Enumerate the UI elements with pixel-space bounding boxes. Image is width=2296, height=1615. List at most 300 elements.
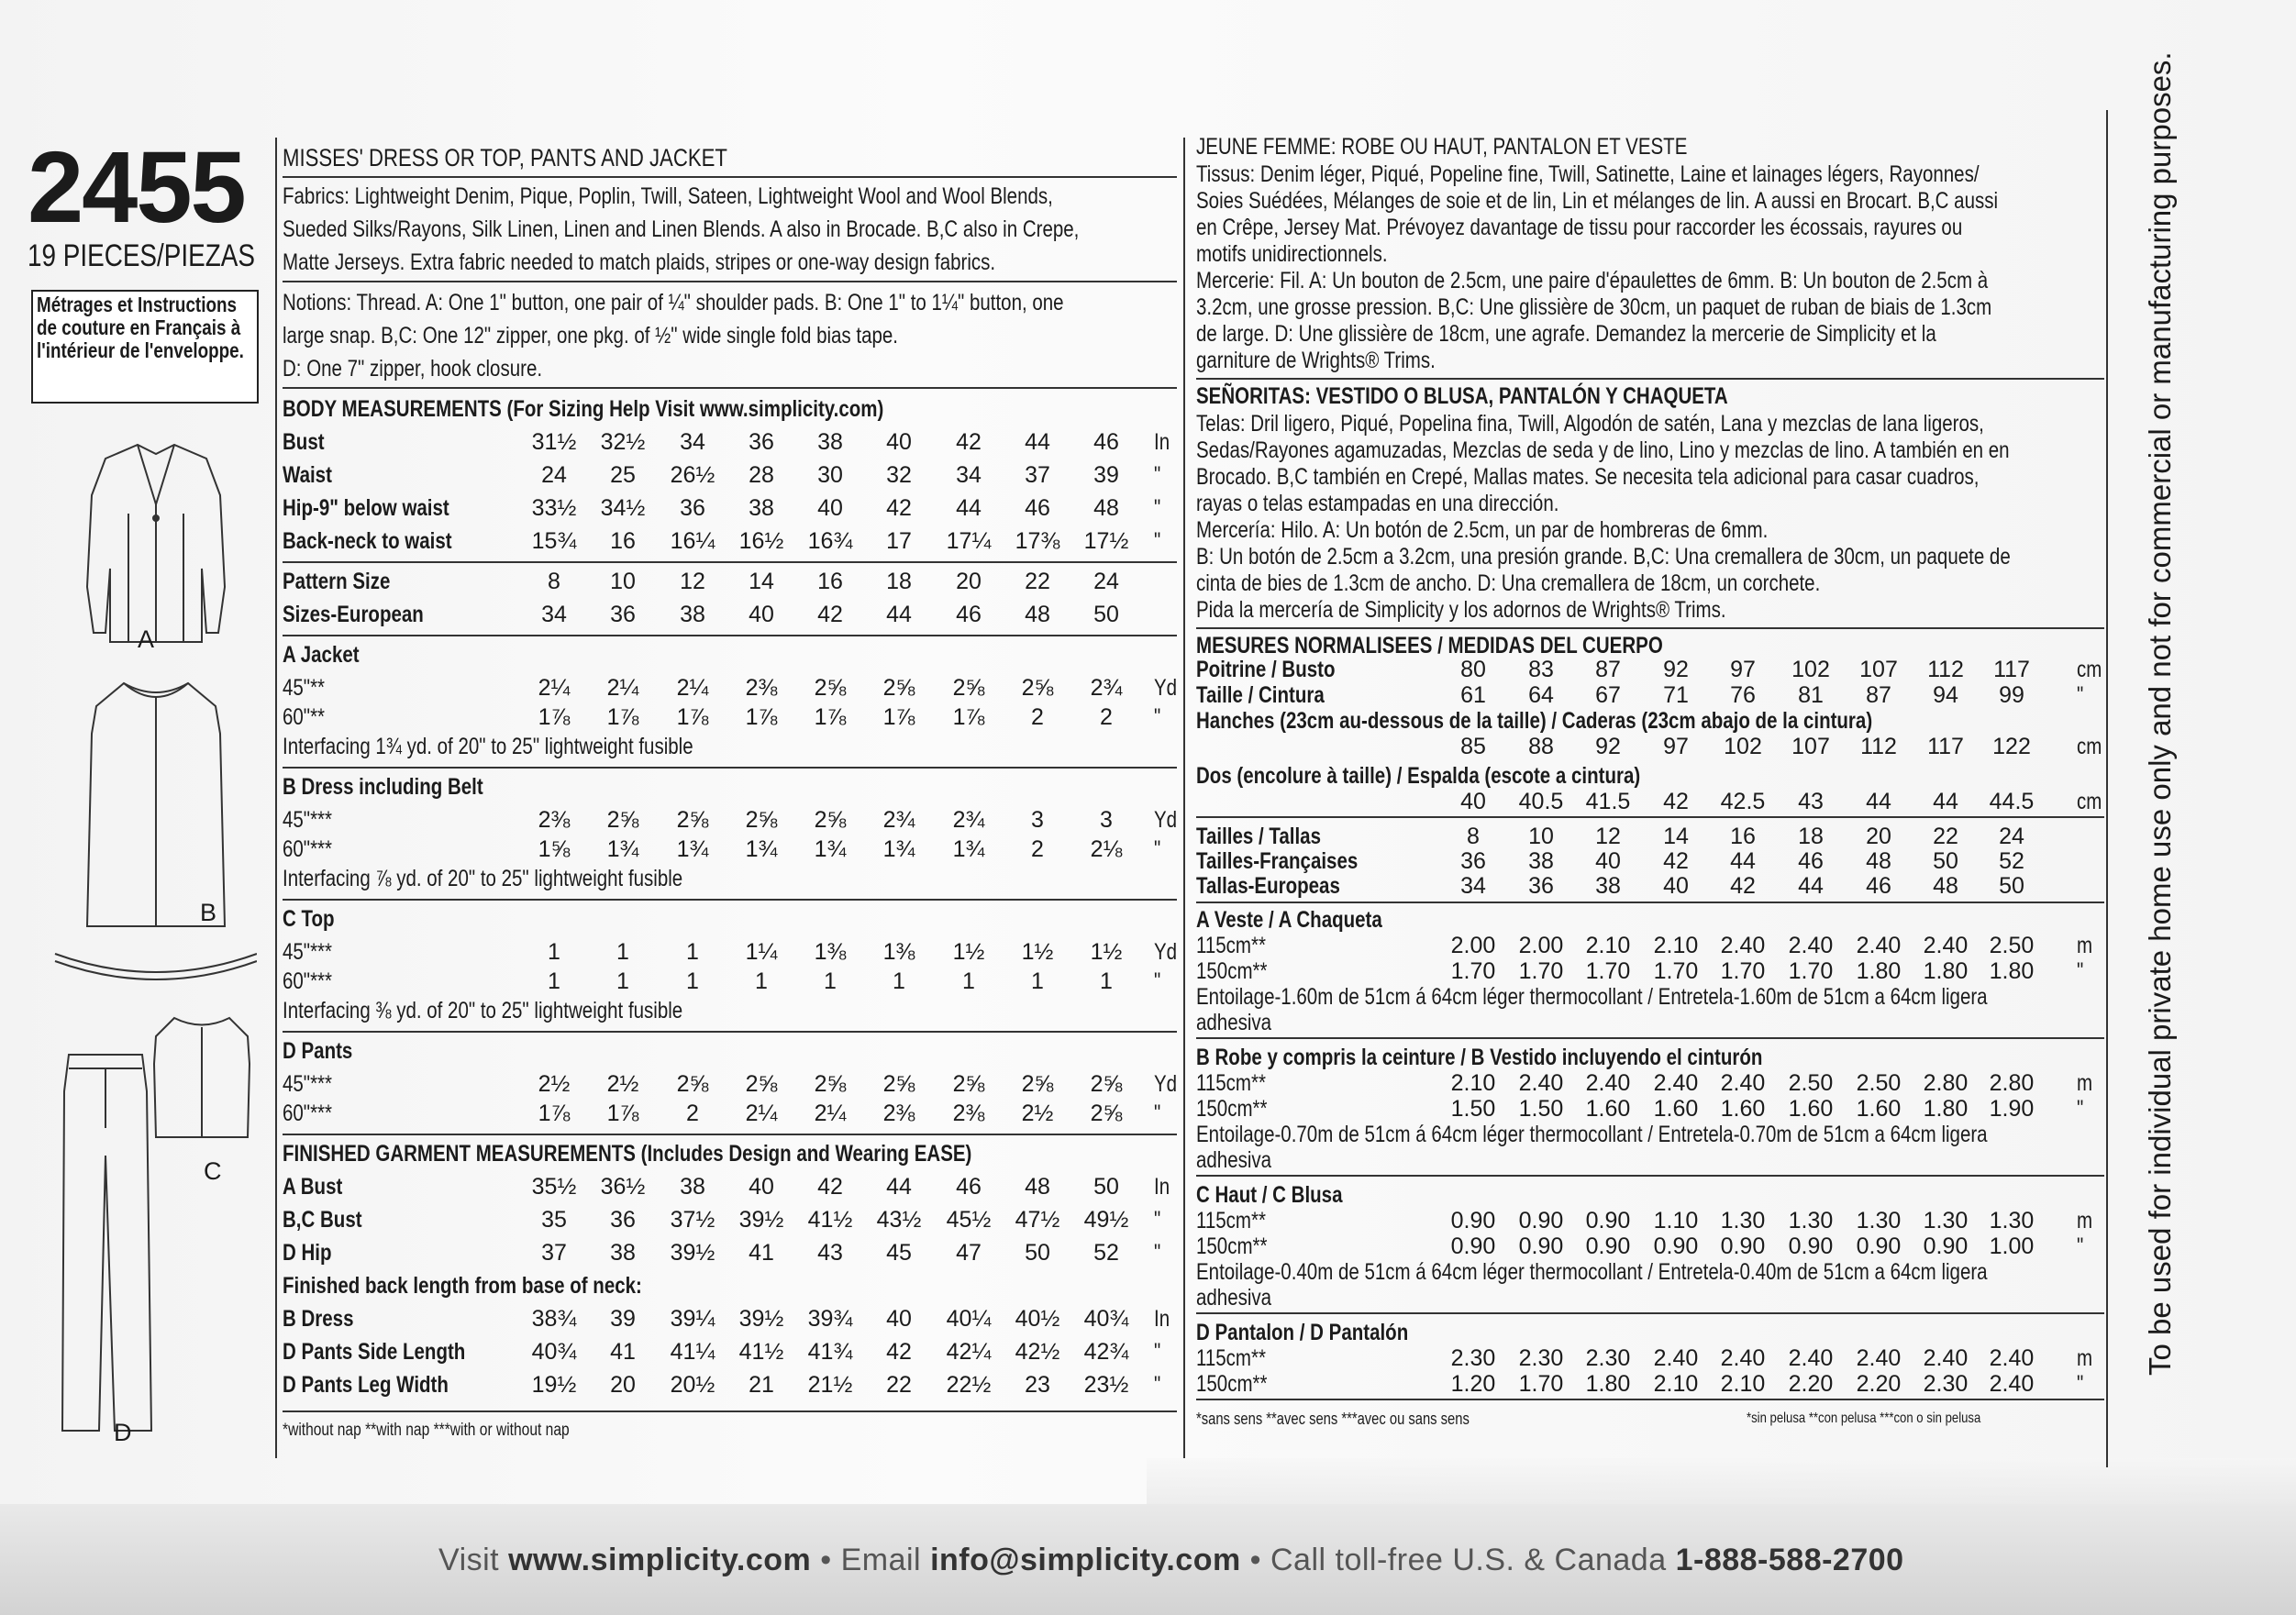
yardage-row-value: 2	[1031, 704, 1044, 730]
tissus-line: en Crêpe, Jersey Mat. Prévoyez davantage de tissu pour raccorder les écossais, rayures ou	[1196, 215, 1963, 240]
metric-body-row-value: 87	[1866, 682, 1891, 708]
metric-body-row-value: 92	[1663, 657, 1689, 682]
section-rule	[283, 1134, 1177, 1135]
body-row-value: 36	[749, 429, 774, 455]
metric-size-row-value: 10	[1528, 824, 1554, 849]
back-length-row-value: 40¾	[1083, 1306, 1129, 1332]
body-row-value: 34	[680, 429, 705, 455]
yardage-row-value: 2⅜	[745, 675, 778, 701]
back-length-row-value: 40¾	[531, 1339, 577, 1365]
metric-yardage-row-value: 2.20	[1856, 1371, 1902, 1397]
finished-row-label: A Bust	[283, 1174, 343, 1200]
back-length-row-value: 42	[886, 1339, 912, 1365]
interfacing-note: Interfacing ⅜ yd. of 20" to 25" lightweight fusible	[283, 998, 683, 1023]
mercerie-line: garniture de Wrights® Trims.	[1196, 348, 1436, 373]
view-label-c: C	[204, 1157, 222, 1185]
metric-yardage-row-value: 1.80	[1923, 1096, 1969, 1122]
view-yardage-title: A Jacket	[283, 642, 360, 668]
body-row-value: 34	[956, 462, 982, 488]
metric-yardage-row-unit: m	[2077, 1070, 2093, 1096]
section-rule	[1196, 1037, 2104, 1039]
section-rule	[1196, 816, 2104, 818]
metric-yardage-row-value: 1.70	[1450, 958, 1496, 984]
yardage-row-value: 2½	[606, 1071, 639, 1097]
body-row-value: 42	[886, 495, 912, 521]
yardage-row-value: 2⅝	[1090, 1101, 1123, 1126]
metric-body-row-value: 107	[1859, 657, 1898, 682]
size-row-value: 36	[610, 602, 636, 627]
metric-yardage-row-value: 2.10	[1585, 933, 1631, 958]
metric-size-row-value: 16	[1730, 824, 1756, 849]
dress-sketch	[87, 683, 225, 926]
metric-size-row-value: 14	[1663, 824, 1689, 849]
metric-body-row-value: 80	[1460, 657, 1486, 682]
section-rule	[1196, 1175, 2104, 1177]
back-length-row-unit: In	[1154, 1306, 1170, 1332]
metric-body-row-value: 76	[1730, 682, 1756, 708]
yardage-row-value: 1¾	[676, 836, 709, 862]
body-row-unit: "	[1154, 462, 1161, 488]
yardage-row-label: 45"***	[283, 939, 333, 965]
tissus-line: Tissus: Denim léger, Piqué, Popeline fine, Twill, Satinette, Laine et lainages légers, Rayonnes/	[1196, 161, 1980, 187]
size-row-value: 20	[956, 569, 982, 594]
yardage-row-value: 1¼	[745, 939, 778, 965]
yardage-row-value: 1⅞	[606, 704, 639, 730]
back-length-row-value: 39	[610, 1306, 636, 1332]
finished-row-value: 38	[610, 1240, 636, 1266]
finished-row-value: 37	[541, 1240, 567, 1266]
size-row-value: 18	[886, 569, 912, 594]
metric-yardage-row-value: 2.40	[1856, 933, 1902, 958]
metric-title: MESURES NORMALISEES / MEDIDAS DEL CUERPO	[1196, 633, 1663, 658]
telas-line: Sedas/Rayones agamuzadas, Mezclas de seda y de lino, Lino y mezclas de lino. A también en en	[1196, 437, 2010, 463]
size-row-value: 24	[1093, 569, 1119, 594]
merceria-line: Pida la mercería de Simplicity y los adornos de Wrights® Trims.	[1196, 597, 1726, 623]
size-row-value: 38	[680, 602, 705, 627]
metric-yardage-row-value: 2.30	[1450, 1345, 1496, 1371]
yardage-row-unit: Yd	[1154, 807, 1178, 833]
yardage-row-value: 1	[1100, 968, 1113, 994]
nap-footnote: *without nap **with nap ***with or without nap	[283, 1421, 570, 1440]
body-row-label: Back-neck to waist	[283, 528, 452, 554]
yardage-row-label: 60"***	[283, 968, 333, 994]
back-row-value: 44	[1933, 789, 1958, 814]
size-row-value: 48	[1025, 602, 1050, 627]
metric-yardage-row-value: 2.50	[1856, 1070, 1902, 1096]
metric-yardage-row-label: 150cm**	[1196, 1233, 1268, 1259]
size-row-value: 40	[749, 602, 774, 627]
metric-footnote: *sans sens **avec sens ***avec ou sans sens	[1196, 1410, 1470, 1428]
hip-row-value: 88	[1528, 734, 1554, 759]
metric-yardage-row-label: 115cm**	[1196, 933, 1266, 958]
pattern-number: 2455	[28, 131, 245, 244]
body-row-value: 36	[680, 495, 705, 521]
metric-yardage-row-label: 150cm**	[1196, 1096, 1268, 1122]
metric-yardage-row-value: 2.30	[1923, 1371, 1969, 1397]
back-row-value: 43	[1798, 789, 1824, 814]
size-row-value: 42	[817, 602, 843, 627]
yardage-row-value: 1¾	[745, 836, 778, 862]
metric-size-row-value: 46	[1866, 873, 1891, 899]
back-length-row-value: 40¼	[946, 1306, 992, 1332]
metric-yardage-row-value: 1.80	[1856, 958, 1902, 984]
metric-yardage-row-unit: "	[2077, 958, 2084, 984]
garment-sketches	[37, 431, 257, 1458]
body-row-value: 17¼	[946, 528, 992, 554]
tissus-line: Soies Suédées, Mélanges de soie et de lin, Lin et mélanges de lin. A aussi en Brocart. B,C aussi	[1196, 188, 1999, 214]
finished-row-value: 43	[817, 1240, 843, 1266]
finished-row-value: 52	[1093, 1240, 1119, 1266]
metric-yardage-row-value: 0.90	[1856, 1233, 1902, 1259]
section-rule	[1196, 627, 2104, 629]
back-length-row-value: 23	[1025, 1372, 1050, 1398]
back-length-row-value: 39¾	[807, 1306, 853, 1332]
yardage-row-value: 1	[686, 939, 699, 965]
metric-yardage-row-label: 115cm**	[1196, 1070, 1266, 1096]
yardage-row-value: 2	[686, 1101, 699, 1126]
yardage-row-value: 1⅞	[538, 1101, 571, 1126]
body-row-value: 46	[1093, 429, 1119, 455]
yardage-row-value: 2	[1031, 836, 1044, 862]
metric-yardage-row-value: 0.90	[1653, 1233, 1699, 1259]
back-length-row-value: 41	[610, 1339, 636, 1365]
back-length-row-value: 39½	[738, 1306, 784, 1332]
metric-size-row-value: 44	[1730, 848, 1756, 874]
finished-row-value: 39½	[738, 1207, 784, 1233]
yardage-row-value: 1¾	[882, 836, 915, 862]
finished-row-value: 45½	[946, 1207, 992, 1233]
metric-yardage-row-value: 2.40	[1923, 1345, 1969, 1371]
metric-size-row-value: 42	[1730, 873, 1756, 899]
mercerie-line: Mercerie: Fil. A: Un bouton de 2.5cm, une paire d'épaulettes de 6mm. B: Un bouton de 2.5cm à	[1196, 268, 1989, 293]
metric-yardage-row-value: 2.40	[1518, 1070, 1564, 1096]
metric-yardage-row-value: 2.30	[1518, 1345, 1564, 1371]
body-row-value: 15¾	[531, 528, 577, 554]
pants-sketch	[62, 1055, 151, 1431]
metric-body-row-value: 67	[1595, 682, 1621, 708]
body-row-value: 34½	[600, 495, 646, 521]
metric-yardage-row-value: 1.70	[1585, 958, 1631, 984]
yardage-row-value: 2¾	[952, 807, 985, 833]
body-row-value: 16	[610, 528, 636, 554]
back-title: Dos (encolure à taille) / Espalda (escote a cintura)	[1196, 763, 1641, 789]
metric-size-row-value: 18	[1798, 824, 1824, 849]
yardage-row-label: 45"***	[283, 1071, 333, 1097]
yardage-row-value: 1⅜	[814, 939, 847, 965]
body-row-label: Hip-9" below waist	[283, 495, 449, 521]
size-row-value: 12	[680, 569, 705, 594]
body-row-value: 28	[749, 462, 774, 488]
view-yardage-title: D Pants	[283, 1038, 353, 1064]
metric-yardage-row-value: 2.40	[1720, 933, 1766, 958]
fabrics-line: Sueded Silks/Rayons, Silk Linen, Linen and Linen Blends. A also in Brocade. B,C also in Crepe,	[283, 216, 1080, 242]
back-row-value: 42	[1663, 789, 1689, 814]
telas-line: Telas: Dril ligero, Piqué, Popelina fina, Twill, Algodón de satén, Lana y mezclas de lana ligeros,	[1196, 411, 1984, 437]
metric-yardage-row-value: 1.70	[1653, 958, 1699, 984]
fabrics-line: Fabrics: Lightweight Denim, Pique, Poplin, Twill, Sateen, Lightweight Wool and Wool Blends,	[283, 183, 1053, 209]
yardage-row-value: 1½	[952, 939, 985, 965]
metric-body-row-label: Taille / Cintura	[1196, 682, 1325, 708]
metric-yardage-row-value: 1.60	[1856, 1096, 1902, 1122]
back-length-row-value: 42¾	[1083, 1339, 1129, 1365]
belt-sketch	[55, 954, 257, 979]
metric-yardage-row-value: 2.10	[1653, 933, 1699, 958]
section-rule	[1196, 1312, 2104, 1314]
view-yardage-title: C Top	[283, 906, 335, 932]
metric-yardage-row-value: 0.90	[1788, 1233, 1834, 1259]
back-length-row-value: 41¾	[807, 1339, 853, 1365]
metric-yardage-row-value: 1.80	[1585, 1371, 1631, 1397]
pieces-count: 19 PIECES/PIEZAS	[28, 238, 255, 273]
metric-size-row-value: 20	[1866, 824, 1891, 849]
size-row-label: Pattern Size	[283, 569, 391, 594]
metric-yardage-row-value: 1.60	[1585, 1096, 1631, 1122]
body-row-value: 17	[886, 528, 912, 554]
metric-body-row-unit: "	[2077, 682, 2084, 708]
metric-size-row-value: 48	[1866, 848, 1891, 874]
yardage-row-value: 1⅞	[882, 704, 915, 730]
metric-view-title: C Haut / C Blusa	[1196, 1182, 1343, 1208]
yardage-row-value: 1	[962, 968, 975, 994]
metric-size-row-value: 36	[1528, 873, 1554, 899]
yardage-row-value: 1⅝	[538, 836, 571, 862]
metric-yardage-row-value: 2.40	[1720, 1345, 1766, 1371]
entoilage-note: Entoilage-1.60m de 51cm á 64cm léger thermocollant / Entretela-1.60m de 51cm a 64cm ligera	[1196, 984, 1988, 1010]
metric-yardage-row-value: 1.90	[1989, 1096, 2035, 1122]
back-length-row-value: 20	[610, 1372, 636, 1398]
metric-yardage-row-value: 2.40	[1788, 1345, 1834, 1371]
body-row-value: 37	[1025, 462, 1050, 488]
metric-yardage-row-value: 1.70	[1788, 958, 1834, 984]
yardage-row-value: 1⅞	[538, 704, 571, 730]
metric-yardage-row-label: 115cm**	[1196, 1208, 1266, 1233]
metric-body-row-value: 83	[1528, 657, 1554, 682]
yardage-row-value: 2¼	[538, 675, 571, 701]
yardage-row-value: 2⅝	[1090, 1071, 1123, 1097]
yardage-row-value: 2⅜	[952, 1101, 985, 1126]
back-length-row-value: 23½	[1083, 1372, 1129, 1398]
yardage-row-value: 1¾	[952, 836, 985, 862]
yardage-row-value: 2⅝	[814, 1071, 847, 1097]
back-length-row-value: 20½	[670, 1372, 715, 1398]
section-rule	[283, 176, 1177, 178]
back-length-row-label: D Pants Leg Width	[283, 1372, 449, 1398]
metric-yardage-row-value: 0.90	[1585, 1233, 1631, 1259]
metric-body-row-value: 61	[1460, 682, 1486, 708]
yardage-row-value: 1½	[1021, 939, 1054, 965]
finished-row-value: 35½	[531, 1174, 577, 1200]
yardage-row-value: 1⅜	[882, 939, 915, 965]
entoilage-note: Entoilage-0.40m de 51cm á 64cm léger thermocollant / Entretela-0.40m de 51cm a 64cm ligera	[1196, 1259, 1988, 1285]
body-row-value: 46	[1025, 495, 1050, 521]
back-length-title: Finished back length from base of neck:	[283, 1273, 642, 1299]
spanish-title: SEÑORITAS: VESTIDO O BLUSA, PANTALÓN Y CHAQUETA	[1196, 383, 1728, 409]
metric-yardage-row-value: 2.80	[1923, 1070, 1969, 1096]
metric-yardage-row-value: 0.90	[1518, 1208, 1564, 1233]
view-label-b: B	[200, 899, 217, 926]
yardage-row-value: 1⅞	[952, 704, 985, 730]
yardage-row-value: 2⅝	[814, 675, 847, 701]
body-row-value: 26½	[670, 462, 715, 488]
notions-line: Notions: Thread. A: One 1" button, one pair of ¼" shoulder pads. B: One 1" to 1¼" button, one	[283, 290, 1064, 315]
section-rule	[283, 281, 1177, 282]
metric-yardage-row-value: 2.40	[1585, 1070, 1631, 1096]
metric-body-row-value: 97	[1730, 657, 1756, 682]
yardage-row-value: 3	[1100, 807, 1113, 833]
top-sketch	[154, 1018, 250, 1137]
body-row-value: 44	[1025, 429, 1050, 455]
body-row-value: 48	[1093, 495, 1119, 521]
metric-size-row-value: 50	[1933, 848, 1958, 874]
metric-yardage-row-value: 2.20	[1788, 1371, 1834, 1397]
yardage-row-value: 1	[548, 939, 560, 965]
yardage-row-value: 2⅜	[882, 1101, 915, 1126]
finished-row-label: D Hip	[283, 1240, 332, 1266]
metric-yardage-row-value: 1.30	[1923, 1208, 1969, 1233]
metric-yardage-row-value: 1.60	[1653, 1096, 1699, 1122]
metric-body-row-label: Poitrine / Busto	[1196, 657, 1336, 682]
view-yardage-title: B Dress including Belt	[283, 774, 483, 800]
metric-size-row-value: 40	[1663, 873, 1689, 899]
metric-yardage-row-value: 1.30	[1856, 1208, 1902, 1233]
metric-yardage-row-value: 1.10	[1653, 1208, 1699, 1233]
yardage-row-value: 2⅝	[676, 807, 709, 833]
body-row-value: 16¾	[807, 528, 853, 554]
body-row-value: 38	[749, 495, 774, 521]
size-row-value: 10	[610, 569, 636, 594]
metric-yardage-row-value: 2.30	[1585, 1345, 1631, 1371]
yardage-row-value: 1	[824, 968, 837, 994]
finished-row-value: 50	[1093, 1174, 1119, 1200]
back-length-row-value: 42½	[1015, 1339, 1060, 1365]
yardage-row-unit: Yd	[1154, 1071, 1178, 1097]
back-length-row-value: 40	[886, 1306, 912, 1332]
yardage-row-value: 1	[616, 968, 629, 994]
metric-yardage-row-value: 1.50	[1450, 1096, 1496, 1122]
metric-yardage-row-value: 0.90	[1450, 1208, 1496, 1233]
metric-yardage-row-unit: m	[2077, 933, 2093, 958]
metric-size-row-value: 36	[1460, 848, 1486, 874]
yardage-row-value: 2¾	[1090, 675, 1123, 701]
finished-row-unit: In	[1154, 1174, 1170, 1200]
yardage-row-value: 2¼	[606, 675, 639, 701]
back-length-row-label: B Dress	[283, 1306, 354, 1332]
yardage-row-value: 2¼	[676, 675, 709, 701]
section-rule	[1196, 378, 2104, 380]
body-measurements-title: BODY MEASUREMENTS (For Sizing Help Visit www.simplicity.com)	[283, 396, 884, 422]
yardage-row-value: 1	[686, 968, 699, 994]
english-section	[283, 145, 1181, 1466]
metric-yardage-row-value: 1.20	[1450, 1371, 1496, 1397]
metric-section	[1196, 134, 2104, 1464]
hip-row-value: 107	[1791, 734, 1830, 759]
metric-yardage-row-value: 2.50	[1989, 933, 2035, 958]
metric-body-row-value: 94	[1933, 682, 1958, 708]
yardage-row-unit: "	[1154, 968, 1161, 994]
finished-row-unit: "	[1154, 1240, 1161, 1266]
hip-row-value: 122	[1992, 734, 2031, 759]
entoilage-note: Entoilage-0.70m de 51cm á 64cm léger thermocollant / Entretela-0.70m de 51cm a 64cm ligera	[1196, 1122, 1988, 1147]
metric-yardage-row-value: 1.60	[1788, 1096, 1834, 1122]
contact-footer: Visit www.simplicity.com • Email info@simplicity.com • Call toll-free U.S. & Canada 1-888-588-2700	[438, 1543, 1904, 1577]
metric-yardage-row-value: 1.00	[1989, 1233, 2035, 1259]
metric-view-title: A Veste / A Chaqueta	[1196, 907, 1382, 933]
metric-yardage-row-unit: "	[2077, 1233, 2084, 1259]
size-row-label: Sizes-European	[283, 602, 424, 627]
back-row-value: 40	[1460, 789, 1486, 814]
finished-row-unit: "	[1154, 1207, 1161, 1233]
back-length-row-value: 41½	[738, 1339, 784, 1365]
metric-body-row-value: 71	[1663, 682, 1689, 708]
back-length-row-label: D Pants Side Length	[283, 1339, 466, 1365]
metric-yardage-row-unit: m	[2077, 1208, 2093, 1233]
metric-size-row-value: 24	[1999, 824, 2024, 849]
merceria-line: cinta de bies de 1.3cm de ancho. D: Una cremallera de 18cm, un corchete.	[1196, 570, 1821, 596]
finished-row-value: 47	[956, 1240, 982, 1266]
size-row-value: 44	[886, 602, 912, 627]
tissus-line: motifs unidirectionnels.	[1196, 241, 1388, 267]
metric-size-row-label: Tallas-Europeas	[1196, 873, 1340, 899]
yardage-row-value: 2⅝	[1021, 675, 1054, 701]
finished-row-value: 44	[886, 1174, 912, 1200]
yardage-row-value: 2⅝	[745, 1071, 778, 1097]
back-row-value: 41.5	[1585, 789, 1631, 814]
telas-line: rayas o telas estampadas en una dirección.	[1196, 491, 1559, 516]
yardage-row-value: 1	[1031, 968, 1044, 994]
metric-yardage-row-label: 115cm**	[1196, 1345, 1266, 1371]
section-rule	[283, 767, 1177, 769]
body-row-value: 17½	[1083, 528, 1129, 554]
hip-row-value: 92	[1595, 734, 1621, 759]
metric-yardage-row-value: 2.00	[1450, 933, 1496, 958]
body-row-unit: "	[1154, 495, 1161, 521]
finished-row-value: 46	[956, 1174, 982, 1200]
metric-body-row-value: 99	[1999, 682, 2024, 708]
body-row-value: 30	[817, 462, 843, 488]
finished-row-value: 47½	[1015, 1207, 1060, 1233]
size-row-value: 34	[541, 602, 567, 627]
entoilage-note: adhesiva	[1196, 1010, 1272, 1035]
entoilage-note: adhesiva	[1196, 1285, 1272, 1311]
metric-yardage-row-value: 1.70	[1518, 958, 1564, 984]
yardage-row-value: 2⅝	[952, 1071, 985, 1097]
back-length-row-value: 41¼	[670, 1339, 715, 1365]
metric-size-row-value: 44	[1798, 873, 1824, 899]
merceria-line: B: Un botón de 2.5cm a 3.2cm, una presión grande. B,C: Una cremallera de 30cm, un paquete de	[1196, 544, 2011, 570]
finished-row-value: 45	[886, 1240, 912, 1266]
section-rule	[283, 899, 1177, 901]
metric-yardage-row-value: 0.90	[1518, 1233, 1564, 1259]
back-length-row-value: 38¾	[531, 1306, 577, 1332]
yardage-row-unit: Yd	[1154, 675, 1178, 701]
yardage-row-label: 60"***	[283, 836, 333, 862]
metric-yardage-row-value: 1.30	[1788, 1208, 1834, 1233]
back-row-unit: cm	[2077, 789, 2102, 814]
back-row-value: 44.5	[1989, 789, 2035, 814]
hip-row-value: 85	[1460, 734, 1486, 759]
finished-row-value: 35	[541, 1207, 567, 1233]
telas-line: Brocado. B,C también en Crepé, Mallas mates. Se necesita tela adicional para casar cuadros,	[1196, 464, 1980, 490]
yardage-row-value: 1	[548, 968, 560, 994]
metric-size-row-value: 12	[1595, 824, 1621, 849]
metric-size-row-value: 40	[1595, 848, 1621, 874]
yardage-row-value: 2⅜	[538, 807, 571, 833]
back-length-row-value: 19½	[531, 1372, 577, 1398]
jacket-sketch	[87, 445, 225, 642]
finished-measurements-title: FINISHED GARMENT MEASUREMENTS (Includes Design and Wearing EASE)	[283, 1141, 972, 1167]
yardage-row-value: 2⅝	[952, 675, 985, 701]
finished-row-value: 50	[1025, 1240, 1050, 1266]
